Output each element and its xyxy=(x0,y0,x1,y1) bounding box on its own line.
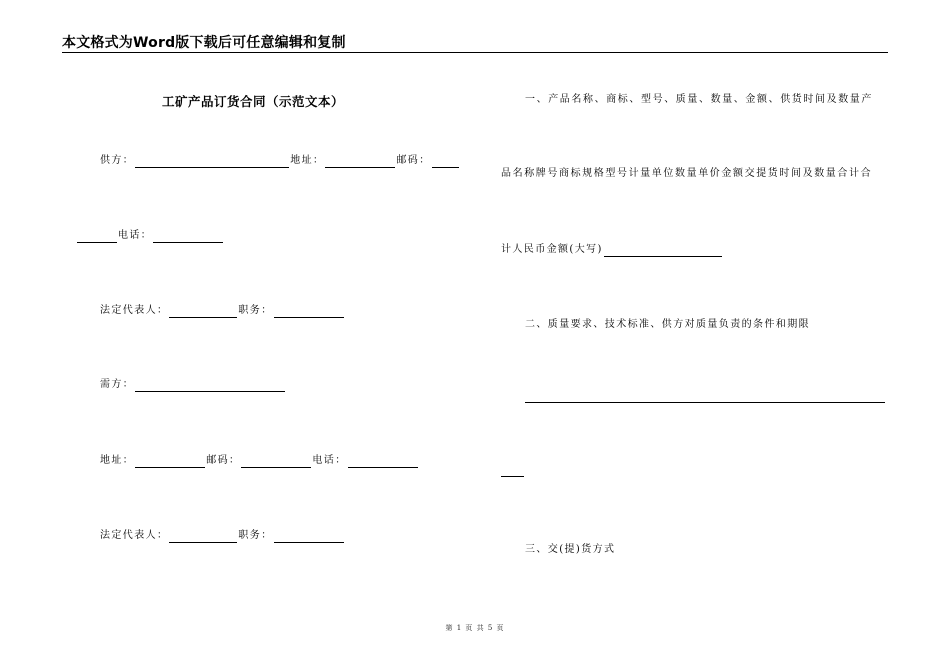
buyer-postcode-field[interactable] xyxy=(241,456,311,468)
section3-title: 三、交(提)货方式 xyxy=(525,544,616,555)
section1-table-header: 品名称牌号商标规格型号计量单位数量单价金额交提货时间及数量合计合 xyxy=(501,168,873,179)
buyer-rep-label: 法定代表人： xyxy=(100,530,169,541)
section2-fill-line-continued[interactable] xyxy=(501,476,524,477)
buyer-address-field[interactable] xyxy=(135,456,205,468)
header-title: 本文格式为Word版下载后可任意编辑和复制 xyxy=(62,35,346,51)
buyer-address-label: 地址： xyxy=(100,455,135,466)
supplier-postcode-field-continued[interactable] xyxy=(77,231,117,243)
supplier-address-field[interactable] xyxy=(325,156,395,168)
buyer-phone-field[interactable] xyxy=(348,456,418,468)
buyer-label: 需方： xyxy=(100,379,135,390)
buyer-position-label: 职务： xyxy=(238,530,273,541)
document-title: 工矿产品订货合同（示范文本） xyxy=(162,94,345,109)
section1-title: 一、产品名称、商标、型号、质量、数量、金额、供货时间及数量产 xyxy=(525,94,873,105)
buyer-line xyxy=(100,378,286,392)
supplier-label: 供方： xyxy=(100,155,135,166)
supplier-postcode-field[interactable] xyxy=(432,156,459,168)
section1-total-line xyxy=(501,243,723,257)
supplier-rep-label: 法定代表人： xyxy=(100,305,169,316)
buyer-postcode-label: 邮码： xyxy=(206,455,241,466)
section2-fill-line[interactable] xyxy=(525,402,885,403)
buyer-rep-line xyxy=(100,529,345,543)
supplier-position-field[interactable] xyxy=(274,306,344,318)
supplier-address-label: 地址： xyxy=(290,155,325,166)
supplier-postcode-label: 邮码： xyxy=(396,155,431,166)
buyer-rep-field[interactable] xyxy=(169,531,237,543)
supplier-phone-line xyxy=(76,229,224,243)
page-header xyxy=(62,30,888,53)
page-footer: 第 1 页 共 5 页 xyxy=(445,624,505,632)
buyer-name-field[interactable] xyxy=(135,380,285,392)
section2-title: 二、质量要求、技术标准、供方对质量负责的条件和期限 xyxy=(525,319,810,330)
supplier-name-field[interactable] xyxy=(135,156,289,168)
supplier-rep-field[interactable] xyxy=(169,306,237,318)
supplier-phone-label: 电话： xyxy=(118,230,153,241)
supplier-position-label: 职务： xyxy=(238,305,273,316)
supplier-rep-line xyxy=(100,304,345,318)
buyer-phone-label: 电话： xyxy=(312,455,347,466)
buyer-address-line xyxy=(100,454,419,468)
buyer-position-field[interactable] xyxy=(274,531,344,543)
supplier-phone-field[interactable] xyxy=(153,231,223,243)
supplier-line xyxy=(100,154,460,168)
section1-total-field[interactable] xyxy=(604,245,722,257)
section1-total-label: 计人民币金额(大写) xyxy=(501,244,603,255)
